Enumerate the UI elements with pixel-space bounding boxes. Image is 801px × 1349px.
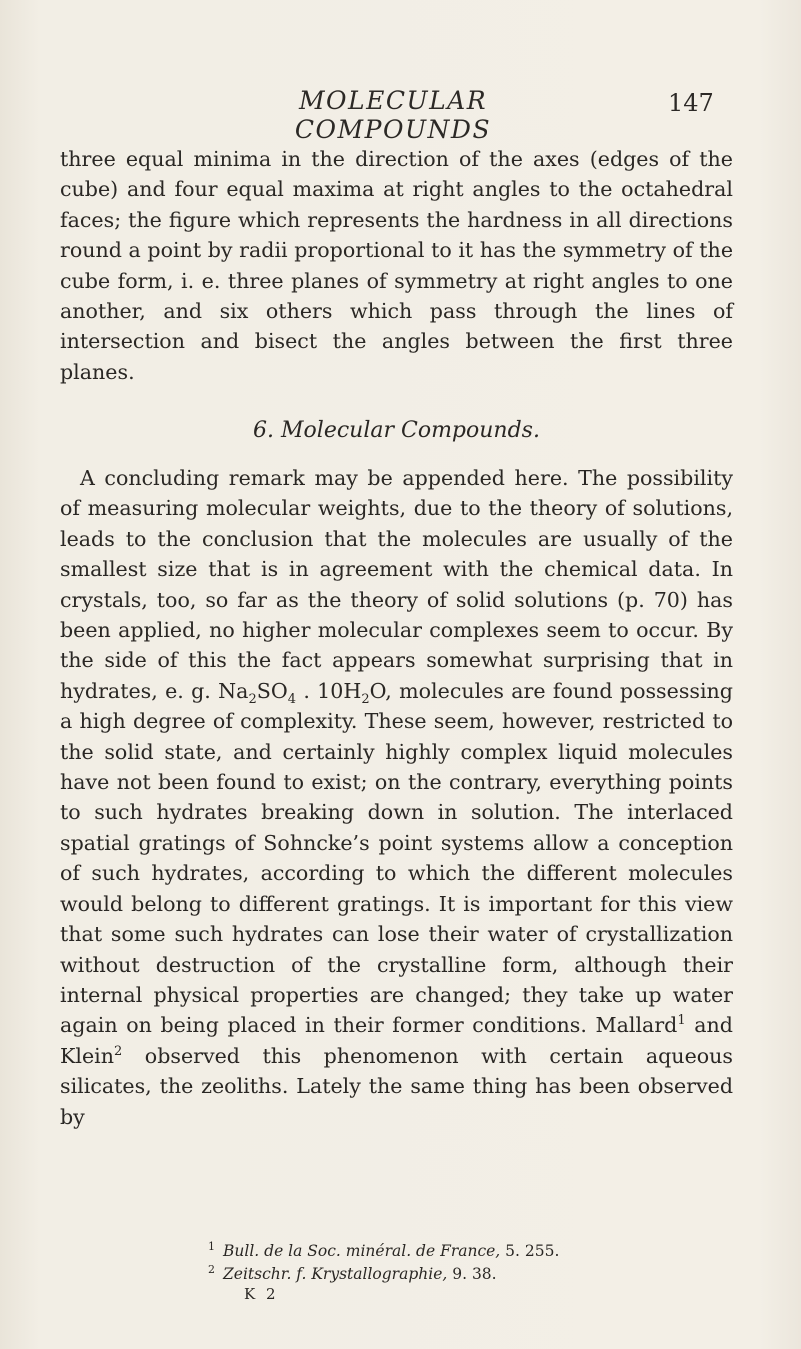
p2-part3: . 10H [296, 678, 362, 703]
footnote-ref-2: 2 [114, 1043, 123, 1059]
p2-sub1: 2 [248, 691, 257, 707]
page-number: 147 [668, 89, 714, 117]
footnote-1-title: Bull. de la Soc. minéral. de France, [223, 1242, 501, 1260]
footnote-2-rest: 9. 38. [447, 1265, 497, 1283]
footnote-2-mark: 2 [208, 1262, 215, 1276]
page-header [0, 86, 801, 144]
p2-part2: SO [256, 678, 288, 703]
paragraph-2 [60, 463, 733, 1132]
p2-sub3: 2 [361, 691, 370, 707]
p2-part6: observed this phenomenon with certain aqueous silicates, the zeoliths. Lately the same thing has been observed by [60, 1043, 733, 1129]
footnotes [208, 1240, 768, 1286]
paragraph-2-text [60, 463, 733, 1132]
footnote-1-rest: 5. 255. [500, 1242, 560, 1260]
p2-part1: A concluding remark may be appended here. The possibility of measuring molecular weights, due to the theory of solutions, leads to the conclusion that the molecules are usually of the smallest size that is in agreement with the chemical data. In crystals, too, so far as the theory of solid solutions (p. 70) has been applied, no higher molecular complexes seem to occur. By the side of this the fact appears somewhat surprising that in hydrates, e. g. Na [60, 466, 733, 703]
p2-sub2: 4 [287, 691, 297, 707]
paragraph-1-text: three equal minima in the direction of the axes (edges of the cube) and four equal maxima at right angles to the octahedral faces; the figure which represents the hardness in all directions round a point by radii proportional to it has the symmetry of the cube form, i. e. three planes of symmetry at right angles to one another, and six others which pass through the lines of intersection and bisect the angles between the first three planes. [60, 147, 733, 384]
section-heading: 6. Molecular Compounds. [253, 418, 540, 443]
footnote-1 [208, 1240, 768, 1263]
running-title: MOLECULAR COMPOUNDS [294, 86, 492, 144]
p2-part4: O, molecules are found possessing a high degree of complexity. These seem, however, restricted to the solid state, and certainly highly complex liquid molecules have not been found to exist; on the contrary, everything points to such hydrates breaking down in solution. The interlaced spatial gratings of Sohncke’s point systems allow a conception of such hydrates, according to which the different molecules would belong to different gratings. It is important for this view that some such hydrates can lose their water of crystallization without destruction of the crystalline form, although their internal physical properties are changed; they take up water again on being placed in their former conditions. Mallard [60, 678, 733, 1038]
footnote-2 [208, 1263, 768, 1286]
p2-part5: and Klein [60, 1013, 733, 1068]
paragraph-1 [60, 144, 733, 387]
footnote-ref-1: 1 [677, 1013, 686, 1029]
footnote-1-mark: 1 [208, 1239, 215, 1253]
footnote-2-title: Zeitschr. f. Krystallographie, [223, 1265, 448, 1283]
printer-signature: K 2 [244, 1285, 279, 1303]
